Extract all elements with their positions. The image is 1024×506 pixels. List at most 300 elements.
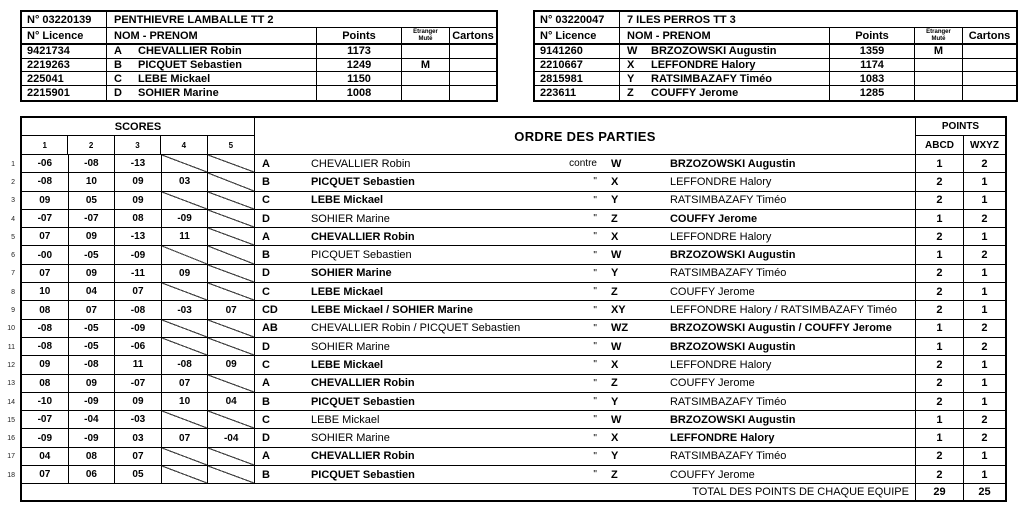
score-cell: -10	[22, 393, 69, 410]
player-row	[22, 45, 496, 59]
row-number: 17	[7, 453, 15, 461]
match-row	[22, 192, 1005, 210]
points-wxyz-cell: 1	[963, 301, 1005, 318]
score-cell-unplayed	[208, 320, 255, 337]
home-name-cell	[301, 155, 601, 172]
score-cell: -07	[69, 210, 116, 227]
home-player-name: PICQUET Sebastien	[310, 468, 415, 481]
score-cell: 10	[22, 283, 69, 300]
team-name: 7 ILES PERROS TT 3	[627, 13, 736, 26]
player-name: PICQUET Sebastien	[138, 59, 242, 72]
team-table-home	[20, 10, 498, 102]
score-cell-unplayed	[208, 210, 255, 227]
away-letter: X	[610, 432, 619, 445]
points-wxyz-cell: 1	[963, 356, 1005, 373]
player-cartons	[450, 59, 496, 72]
away-player-name: RATSIMBAZAFY Timéo	[669, 395, 787, 408]
away-letter: X	[610, 358, 619, 371]
away-player-name: COUFFY Jerome	[669, 377, 755, 390]
points-abcd-cell: 2	[915, 192, 963, 209]
home-player-name: SOHIER Marine	[310, 267, 392, 280]
scores-column-numbers	[22, 136, 254, 154]
score-cell-unplayed	[208, 283, 255, 300]
match-row	[22, 155, 1005, 173]
score-cell-unplayed	[208, 192, 255, 209]
total-points-wxyz: 25	[963, 484, 1005, 500]
score-cell: 09	[208, 356, 255, 373]
score-cell-unplayed	[162, 448, 209, 465]
score-cell: -07	[22, 210, 69, 227]
score-cell: -13	[115, 228, 162, 245]
score-cell: 07	[115, 448, 162, 465]
home-letter: C	[261, 358, 270, 371]
away-player-name: BRZOZOWSKI Augustin	[669, 340, 796, 353]
player-name: SOHIER Marine	[138, 86, 219, 99]
score-cell-unplayed	[208, 228, 255, 245]
score-cell-unplayed	[208, 265, 255, 282]
score-cell-unplayed	[162, 411, 209, 428]
away-name-cell	[650, 301, 915, 318]
score-cell: 07	[162, 375, 209, 392]
points-col-abcd: ABCD	[916, 136, 964, 154]
versus-label: "	[593, 414, 597, 426]
player-name-cell	[620, 72, 830, 85]
away-letter: Y	[610, 395, 619, 408]
score-cell: -08	[115, 301, 162, 318]
home-letter: C	[261, 413, 270, 426]
points-wxyz-cell: 1	[963, 283, 1005, 300]
home-letter: AB	[261, 322, 278, 335]
match-order-table	[20, 116, 1007, 502]
away-name-cell	[650, 320, 915, 337]
points-wxyz-cell: 1	[963, 466, 1005, 483]
player-cartons	[963, 72, 1016, 85]
away-player-name: LEFFONDRE Halory	[669, 358, 772, 371]
score-cell: 04	[22, 448, 69, 465]
points-wxyz-cell: 2	[963, 411, 1005, 428]
points-abcd-cell: 2	[915, 375, 963, 392]
row-number: 2	[11, 178, 15, 186]
versus-label: "	[593, 377, 597, 389]
score-cell: 06	[69, 466, 116, 483]
etranger-mute-header	[402, 28, 450, 43]
player-cartons	[450, 72, 496, 85]
match-row	[22, 301, 1005, 319]
match-table-header	[22, 118, 1005, 155]
score-cell: 09	[69, 375, 116, 392]
player-name: RATSIMBAZAFY Timéo	[651, 72, 773, 85]
versus-label: "	[593, 286, 597, 298]
home-letter: D	[261, 212, 270, 225]
away-name-cell	[650, 246, 915, 263]
cartons-header: Cartons	[452, 29, 494, 42]
score-cell-unplayed	[208, 246, 255, 263]
score-cell: -09	[115, 246, 162, 263]
name-header: NOM - PRENOM	[620, 28, 830, 43]
player-name-cell	[107, 45, 317, 58]
score-cell: 09	[69, 228, 116, 245]
home-name-cell	[301, 448, 601, 465]
score-cell-unplayed	[208, 155, 255, 172]
player-etranger-mute	[915, 72, 963, 85]
score-cell: -09	[69, 393, 116, 410]
match-row	[22, 320, 1005, 338]
player-name: LEBE Mickael	[138, 72, 211, 85]
points-abcd-cell: 2	[915, 228, 963, 245]
home-letter: A	[261, 377, 270, 390]
versus-label: "	[593, 176, 597, 188]
score-cell-unplayed	[208, 338, 255, 355]
points-abcd-cell: 2	[915, 393, 963, 410]
away-letter: Z	[610, 377, 618, 390]
home-player-name: PICQUET Sebastien	[310, 249, 412, 262]
score-cell-unplayed	[162, 320, 209, 337]
home-letter: B	[261, 468, 270, 481]
home-name-cell	[301, 246, 601, 263]
player-licence: 223611	[535, 86, 620, 100]
score-cell: 08	[115, 210, 162, 227]
score-cell: -08	[22, 338, 69, 355]
score-cell: -09	[162, 210, 209, 227]
home-player-name: CHEVALLIER Robin / PICQUET Sebastien	[310, 322, 521, 335]
player-etranger-mute: M	[402, 59, 450, 72]
home-letter: B	[261, 175, 270, 188]
home-player-name: LEBE Mickael	[310, 358, 384, 371]
match-row	[22, 411, 1005, 429]
player-letter: B	[114, 59, 122, 72]
row-number: 10	[7, 325, 15, 333]
home-letter: D	[261, 340, 270, 353]
versus-label: "	[593, 432, 597, 444]
away-letter: X	[610, 230, 619, 243]
team-number: N° 03220047	[535, 12, 620, 27]
points-wxyz-cell: 1	[963, 448, 1005, 465]
home-name-cell	[301, 338, 601, 355]
player-points: 1249	[317, 59, 402, 72]
points-abcd-cell: 2	[915, 283, 963, 300]
score-cell: 11	[162, 228, 209, 245]
order-of-play-title: ORDRE DES PARTIES	[514, 128, 656, 144]
score-cell-unplayed	[162, 192, 209, 209]
away-letter: XY	[610, 304, 626, 317]
team-header-row	[535, 12, 1016, 28]
player-points: 1173	[317, 45, 402, 58]
row-number: 6	[11, 252, 15, 260]
versus-label: "	[593, 213, 597, 225]
away-letter: Z	[610, 468, 618, 481]
versus-label: contre	[569, 158, 597, 170]
points-abcd-cell: 2	[915, 173, 963, 190]
player-name-cell	[107, 72, 317, 85]
away-letter: Y	[610, 194, 619, 207]
match-row	[22, 448, 1005, 466]
score-cell: -09	[115, 320, 162, 337]
home-player-name: CHEVALLIER Robin	[310, 377, 415, 390]
match-row	[22, 265, 1005, 283]
player-name-cell	[620, 45, 830, 58]
home-letter: D	[261, 267, 270, 280]
score-col-4: 4	[161, 136, 207, 154]
home-name-cell	[301, 393, 601, 410]
score-cell: 03	[162, 173, 209, 190]
points-wxyz-cell: 2	[963, 320, 1005, 337]
away-letter: Z	[610, 212, 618, 225]
away-letter: W	[610, 413, 622, 426]
match-row	[22, 246, 1005, 264]
player-row	[535, 59, 1016, 73]
score-cell: 10	[69, 173, 116, 190]
home-letter: B	[261, 395, 270, 408]
row-number: 12	[7, 361, 15, 369]
points-abcd-cell: 2	[915, 301, 963, 318]
away-letter: W	[610, 249, 622, 262]
score-cell-unplayed	[162, 246, 209, 263]
score-col-3: 3	[115, 136, 161, 154]
score-cell: 08	[69, 448, 116, 465]
away-player-name: RATSIMBAZAFY Timéo	[669, 267, 787, 280]
points-wxyz-cell: 2	[963, 155, 1005, 172]
player-letter: C	[114, 72, 122, 85]
player-points: 1008	[317, 86, 402, 100]
away-player-name: COUFFY Jerome	[669, 212, 758, 225]
points-wxyz-cell: 2	[963, 429, 1005, 446]
points-abcd-cell: 1	[915, 246, 963, 263]
away-name-cell	[650, 265, 915, 282]
away-name-cell	[650, 448, 915, 465]
score-cell: 07	[115, 283, 162, 300]
home-letter: D	[261, 432, 270, 445]
player-cartons	[963, 59, 1016, 72]
away-letter: Y	[610, 267, 619, 280]
home-name-cell	[301, 411, 601, 428]
points-abcd-cell: 2	[915, 265, 963, 282]
total-row	[22, 484, 1005, 500]
home-name-cell	[301, 320, 601, 337]
player-etranger-mute	[915, 86, 963, 100]
versus-label: "	[593, 267, 597, 279]
player-letter: X	[627, 59, 635, 72]
away-name-cell	[650, 283, 915, 300]
versus-label: "	[593, 231, 597, 243]
away-letter: X	[610, 175, 619, 188]
score-cell: -03	[115, 411, 162, 428]
home-player-name: SOHIER Marine	[310, 340, 390, 353]
score-col-5: 5	[228, 140, 234, 150]
points-abcd-cell: 2	[915, 356, 963, 373]
player-licence: 225041	[22, 72, 107, 85]
score-cell-unplayed	[208, 466, 255, 483]
away-name-cell	[650, 393, 915, 410]
score-cell: -08	[162, 356, 209, 373]
team-columns-header	[22, 28, 496, 45]
score-cell: 09	[69, 265, 116, 282]
versus-label: "	[593, 249, 597, 261]
score-cell: -04	[69, 411, 116, 428]
match-row	[22, 338, 1005, 356]
player-letter: W	[627, 45, 638, 58]
scores-header-block	[22, 118, 255, 154]
away-player-name: COUFFY Jerome	[669, 285, 755, 298]
points-wxyz-cell: 1	[963, 192, 1005, 209]
score-cell: 07	[162, 429, 209, 446]
score-cell: 04	[208, 393, 255, 410]
away-player-name: LEFFONDRE Halory	[669, 432, 775, 445]
away-name-cell	[650, 228, 915, 245]
away-name-cell	[650, 466, 915, 483]
versus-label: "	[593, 304, 597, 316]
away-name-cell	[650, 429, 915, 446]
home-letter: C	[261, 285, 270, 298]
mute-label: Muté	[931, 35, 946, 42]
away-name-cell	[650, 192, 915, 209]
away-name-cell	[650, 210, 915, 227]
player-row	[535, 72, 1016, 86]
row-number: 16	[7, 435, 15, 443]
team-table-away	[533, 10, 1018, 102]
score-cell: 10	[162, 393, 209, 410]
etranger-label: Etranger	[926, 29, 951, 35]
score-cell-unplayed	[162, 155, 209, 172]
versus-label: "	[593, 396, 597, 407]
away-player-name: LEFFONDRE Halory	[669, 175, 772, 188]
match-row	[22, 173, 1005, 191]
team-name: PENTHIEVRE LAMBALLE TT 2	[114, 13, 274, 26]
score-cell-unplayed	[208, 173, 255, 190]
home-player-name: PICQUET Sebastien	[310, 395, 415, 408]
points-wxyz-cell: 2	[963, 246, 1005, 263]
licence-header: N° Licence	[22, 28, 107, 43]
player-row	[535, 86, 1016, 100]
player-name: LEFFONDRE Halory	[651, 59, 756, 72]
away-player-name: LEFFONDRE Halory	[669, 230, 772, 243]
home-player-name: SOHIER Marine	[310, 432, 390, 445]
versus-label: "	[593, 341, 597, 353]
score-cell: 11	[115, 356, 162, 373]
player-licence: 9421734	[22, 45, 107, 58]
player-row	[535, 45, 1016, 59]
row-number: 14	[7, 398, 15, 406]
player-row	[22, 72, 496, 86]
row-number: 18	[7, 471, 15, 479]
player-letter: Z	[627, 86, 634, 99]
player-points: 1359	[830, 45, 915, 58]
away-player-name: BRZOZOWSKI Augustin	[669, 249, 796, 262]
player-letter: D	[114, 86, 122, 99]
points-wxyz-cell: 1	[963, 173, 1005, 190]
player-name: CHEVALLIER Robin	[138, 45, 242, 58]
home-player-name: LEBE Mickael	[310, 285, 384, 298]
score-col-2: 2	[68, 136, 114, 154]
away-player-name: RATSIMBAZAFY Timéo	[669, 450, 787, 463]
name-header: NOM - PRENOM	[107, 28, 317, 43]
home-letter: CD	[261, 304, 278, 317]
player-letter: A	[114, 45, 122, 58]
score-cell: -05	[69, 338, 116, 355]
points-abcd-cell: 2	[915, 448, 963, 465]
points-abcd-cell: 1	[915, 338, 963, 355]
score-cell: -06	[115, 338, 162, 355]
away-letter: W	[610, 157, 622, 170]
points-title: POINTS	[916, 118, 1005, 136]
away-player-name: LEFFONDRE Halory / RATSIMBAZAFY Timéo	[669, 304, 897, 317]
points-wxyz-cell: 1	[963, 375, 1005, 392]
points-abcd-cell: 1	[915, 320, 963, 337]
home-name-cell	[301, 173, 601, 190]
home-player-name: PICQUET Sebastien	[310, 175, 415, 188]
match-row	[22, 466, 1005, 484]
points-abcd-cell: 1	[915, 155, 963, 172]
home-name-cell	[301, 228, 601, 245]
player-name-cell	[620, 86, 830, 100]
match-rows	[22, 155, 1005, 484]
score-cell-unplayed	[208, 411, 255, 428]
score-cell: -03	[162, 301, 209, 318]
points-columns	[916, 136, 1005, 154]
match-row	[22, 375, 1005, 393]
points-wxyz-cell: 2	[963, 338, 1005, 355]
score-cell: 05	[115, 466, 162, 483]
player-licence: 9141260	[535, 45, 620, 58]
score-cell-unplayed	[208, 375, 255, 392]
home-name-cell	[301, 375, 601, 392]
row-number: 7	[11, 270, 15, 278]
points-abcd-cell: 2	[915, 466, 963, 483]
row-number: 8	[11, 288, 15, 296]
player-points: 1083	[830, 72, 915, 85]
points-wxyz-cell: 1	[963, 393, 1005, 410]
score-cell: -09	[22, 429, 69, 446]
score-cell: 09	[162, 265, 209, 282]
score-cell-unplayed	[208, 448, 255, 465]
score-cell: -08	[69, 356, 116, 373]
home-player-name: CHEVALLIER Robin	[310, 157, 411, 170]
points-abcd-cell: 1	[915, 429, 963, 446]
home-name-cell	[301, 283, 601, 300]
match-row	[22, 283, 1005, 301]
home-letter: A	[261, 157, 270, 170]
away-name-cell	[650, 356, 915, 373]
versus-label: "	[593, 450, 597, 462]
points-header-block	[915, 118, 1005, 154]
score-cell: 07	[208, 301, 255, 318]
player-name-cell	[107, 59, 317, 72]
home-player-name: CHEVALLIER Robin	[310, 230, 415, 243]
team-players	[535, 45, 1016, 100]
versus-label: "	[593, 469, 597, 481]
player-cartons	[963, 86, 1016, 100]
team-header-row	[22, 12, 496, 28]
player-row	[22, 59, 496, 73]
player-etranger-mute: M	[915, 45, 963, 58]
player-name: COUFFY Jerome	[651, 86, 739, 99]
away-letter: Y	[610, 450, 619, 463]
versus-label: "	[593, 359, 597, 371]
score-cell: 07	[22, 228, 69, 245]
score-cell-unplayed	[162, 466, 209, 483]
player-licence: 2815981	[535, 72, 620, 85]
player-letter: Y	[627, 72, 635, 85]
player-licence: 2210667	[535, 59, 620, 72]
row-number: 5	[11, 233, 15, 241]
score-cell: 09	[115, 393, 162, 410]
row-number: 3	[11, 197, 15, 205]
home-name-cell	[301, 210, 601, 227]
home-name-cell	[301, 265, 601, 282]
player-points: 1150	[317, 72, 402, 85]
match-row	[22, 210, 1005, 228]
home-letter: B	[261, 249, 270, 262]
away-letter: WZ	[610, 322, 629, 335]
